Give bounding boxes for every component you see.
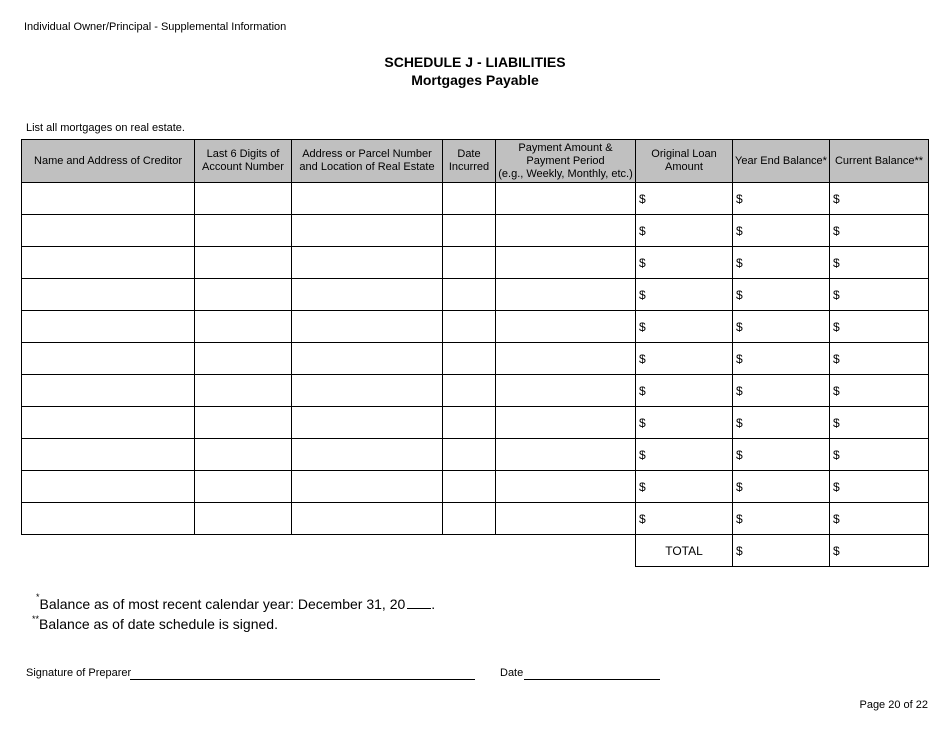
currency-symbol: $ <box>736 447 743 462</box>
table-cell[interactable] <box>292 503 443 535</box>
currency-symbol: $ <box>736 543 743 558</box>
table-cell[interactable] <box>22 503 195 535</box>
table-cell[interactable] <box>636 279 733 311</box>
schedule-subtitle: Mortgages Payable <box>411 72 539 88</box>
table-cell[interactable] <box>733 311 830 343</box>
currency-symbol: $ <box>833 191 840 206</box>
total-row <box>22 535 929 567</box>
table-cell[interactable] <box>830 439 929 471</box>
column-header-line: Account Number <box>202 161 284 173</box>
table-cell[interactable] <box>636 343 733 375</box>
column-header <box>292 140 443 183</box>
column-header-line: Date <box>457 148 481 160</box>
currency-symbol: $ <box>639 319 646 334</box>
column-header-line: Name and Address of Creditor <box>34 154 182 167</box>
table-row <box>22 439 929 471</box>
currency-symbol: $ <box>736 383 743 398</box>
table-cell[interactable] <box>292 375 443 407</box>
table-cell[interactable] <box>636 247 733 279</box>
currency-symbol: $ <box>833 287 840 302</box>
footnote-current <box>32 616 278 632</box>
table-cell[interactable] <box>443 279 496 311</box>
table-row <box>22 311 929 343</box>
currency-symbol: $ <box>833 479 840 494</box>
signature-label: Signature of Preparer <box>26 667 132 679</box>
column-header <box>636 140 733 183</box>
table-cell[interactable] <box>195 439 292 471</box>
table-cell[interactable] <box>733 503 830 535</box>
table-cell[interactable] <box>496 407 636 439</box>
column-header-line: Last 6 Digits of <box>206 148 280 160</box>
total-cell[interactable] <box>733 535 830 567</box>
currency-symbol: $ <box>833 511 840 526</box>
table-cell[interactable] <box>496 375 636 407</box>
table-cell[interactable] <box>443 375 496 407</box>
currency-symbol: $ <box>639 383 646 398</box>
table-cell[interactable] <box>443 503 496 535</box>
footnote-year-end <box>36 594 435 612</box>
table-cell[interactable] <box>22 407 195 439</box>
column-header-line: Original Loan <box>651 148 717 160</box>
column-header <box>22 140 195 183</box>
currency-symbol: $ <box>833 415 840 430</box>
table-cell[interactable] <box>443 311 496 343</box>
table-cell[interactable] <box>496 343 636 375</box>
column-header <box>830 140 929 183</box>
table-cell[interactable] <box>195 311 292 343</box>
table-cell[interactable] <box>636 471 733 503</box>
table-cell[interactable] <box>443 215 496 247</box>
table-cell[interactable] <box>292 279 443 311</box>
table-cell[interactable] <box>830 343 929 375</box>
table-cell[interactable] <box>195 503 292 535</box>
table-cell[interactable] <box>22 311 195 343</box>
table-cell[interactable] <box>733 215 830 247</box>
table-cell[interactable] <box>496 183 636 215</box>
footnote-text: Balance as of most recent calendar year: December 31, 20 <box>39 596 406 612</box>
table-cell[interactable] <box>443 183 496 215</box>
column-header-line: Payment Period <box>526 154 605 167</box>
table-cell[interactable] <box>22 279 195 311</box>
table-cell[interactable] <box>830 375 929 407</box>
table-cell[interactable] <box>22 247 195 279</box>
column-header <box>496 140 636 183</box>
table-row <box>22 343 929 375</box>
table-cell[interactable] <box>733 471 830 503</box>
table-cell[interactable] <box>195 183 292 215</box>
table-cell[interactable] <box>830 215 929 247</box>
table-cell[interactable] <box>292 215 443 247</box>
table-row <box>22 247 929 279</box>
table-row <box>22 215 929 247</box>
page-number: Page 20 of 22 <box>859 699 928 711</box>
table-cell[interactable] <box>195 279 292 311</box>
table-cell[interactable] <box>830 279 929 311</box>
currency-symbol: $ <box>639 511 646 526</box>
table-cell[interactable] <box>733 375 830 407</box>
date-field[interactable] <box>524 679 660 680</box>
date-label: Date <box>500 667 524 679</box>
table-cell[interactable] <box>733 439 830 471</box>
column-header-line: (e.g., Weekly, Monthly, etc.) <box>498 167 633 180</box>
column-header-line: Address or Parcel Number <box>302 148 432 160</box>
currency-symbol: $ <box>639 447 646 462</box>
currency-symbol: $ <box>833 383 840 398</box>
currency-symbol: $ <box>639 479 646 494</box>
table-cell[interactable] <box>733 247 830 279</box>
table-cell[interactable] <box>496 471 636 503</box>
total-label: TOTAL <box>636 535 733 567</box>
footnote-marker: ** <box>32 614 40 624</box>
table-cell[interactable] <box>733 407 830 439</box>
table-cell[interactable] <box>22 439 195 471</box>
currency-symbol: $ <box>833 543 840 558</box>
table-cell[interactable] <box>496 311 636 343</box>
column-header-line: Year End Balance* <box>735 154 827 167</box>
table-cell[interactable] <box>830 471 929 503</box>
footnote-marker: * <box>36 592 40 602</box>
table-cell[interactable] <box>22 183 195 215</box>
table-cell[interactable] <box>195 471 292 503</box>
form-header: Individual Owner/Principal - Supplemental Information <box>24 21 287 33</box>
currency-symbol: $ <box>736 223 743 238</box>
table-cell[interactable] <box>636 503 733 535</box>
total-row-spacer <box>22 535 636 567</box>
currency-symbol: $ <box>736 511 743 526</box>
column-header <box>443 140 496 183</box>
table-cell[interactable] <box>830 247 929 279</box>
table-cell[interactable] <box>22 375 195 407</box>
table-cell[interactable] <box>830 183 929 215</box>
column-header-line: Payment Amount & <box>518 141 613 154</box>
table-cell[interactable] <box>496 439 636 471</box>
table-cell[interactable] <box>733 343 830 375</box>
table-cell[interactable] <box>443 247 496 279</box>
table-cell[interactable] <box>830 311 929 343</box>
currency-symbol: $ <box>639 287 646 302</box>
table-body <box>22 183 929 567</box>
column-header <box>733 140 830 183</box>
currency-symbol: $ <box>736 255 743 270</box>
currency-symbol: $ <box>639 351 646 366</box>
column-header-line: Incurred <box>448 161 490 173</box>
table-cell[interactable] <box>195 407 292 439</box>
table-cell[interactable] <box>636 183 733 215</box>
column-header-line: Current Balance** <box>834 154 924 167</box>
currency-symbol: $ <box>639 255 646 270</box>
instruction-text: List all mortgages on real estate. <box>26 122 185 134</box>
currency-symbol: $ <box>639 415 646 430</box>
table-cell[interactable] <box>636 375 733 407</box>
table-row <box>22 503 929 535</box>
column-header-line: Amount <box>665 161 703 173</box>
table-cell[interactable] <box>443 407 496 439</box>
table-cell[interactable] <box>195 375 292 407</box>
table-cell[interactable] <box>22 343 195 375</box>
table-cell[interactable] <box>830 407 929 439</box>
mortgages-table <box>21 139 929 567</box>
table-cell[interactable] <box>496 215 636 247</box>
table-cell[interactable] <box>636 215 733 247</box>
table-cell[interactable] <box>733 183 830 215</box>
table-cell[interactable] <box>443 439 496 471</box>
year-blank-field[interactable] <box>407 594 431 609</box>
currency-symbol: $ <box>736 479 743 494</box>
table-cell[interactable] <box>292 183 443 215</box>
table-cell[interactable] <box>496 279 636 311</box>
currency-symbol: $ <box>736 415 743 430</box>
column-header-line: and Location of Real Estate <box>299 161 435 173</box>
table-cell[interactable] <box>195 247 292 279</box>
table-row <box>22 407 929 439</box>
table-cell[interactable] <box>830 503 929 535</box>
table-cell[interactable] <box>22 215 195 247</box>
footnote-text: Balance as of date schedule is signed. <box>39 616 278 632</box>
table-cell[interactable] <box>636 407 733 439</box>
table-header-row <box>22 140 929 183</box>
table-cell[interactable] <box>292 247 443 279</box>
table-cell[interactable] <box>292 471 443 503</box>
currency-symbol: $ <box>833 447 840 462</box>
currency-symbol: $ <box>736 319 743 334</box>
table-cell[interactable] <box>496 503 636 535</box>
table-cell[interactable] <box>292 407 443 439</box>
table-cell[interactable] <box>636 311 733 343</box>
currency-symbol: $ <box>833 223 840 238</box>
table-cell[interactable] <box>195 215 292 247</box>
column-header <box>195 140 292 183</box>
table-cell[interactable] <box>636 439 733 471</box>
table-row <box>22 375 929 407</box>
currency-symbol: $ <box>639 191 646 206</box>
table-cell[interactable] <box>292 343 443 375</box>
table-row <box>22 183 929 215</box>
table-cell[interactable] <box>195 343 292 375</box>
footnote-period: . <box>431 596 436 612</box>
table-cell[interactable] <box>22 471 195 503</box>
table-cell[interactable] <box>292 311 443 343</box>
table-row <box>22 279 929 311</box>
table-row <box>22 471 929 503</box>
schedule-title: SCHEDULE J - LIABILITIES <box>384 54 566 70</box>
currency-symbol: $ <box>833 351 840 366</box>
currency-symbol: $ <box>736 287 743 302</box>
signature-field[interactable] <box>130 679 475 680</box>
currency-symbol: $ <box>833 255 840 270</box>
currency-symbol: $ <box>736 191 743 206</box>
table-cell[interactable] <box>733 279 830 311</box>
currency-symbol: $ <box>639 223 646 238</box>
currency-symbol: $ <box>833 319 840 334</box>
table-cell[interactable] <box>292 439 443 471</box>
table-cell[interactable] <box>443 343 496 375</box>
table-cell[interactable] <box>443 471 496 503</box>
currency-symbol: $ <box>736 351 743 366</box>
total-cell[interactable] <box>830 535 929 567</box>
table-cell[interactable] <box>496 247 636 279</box>
